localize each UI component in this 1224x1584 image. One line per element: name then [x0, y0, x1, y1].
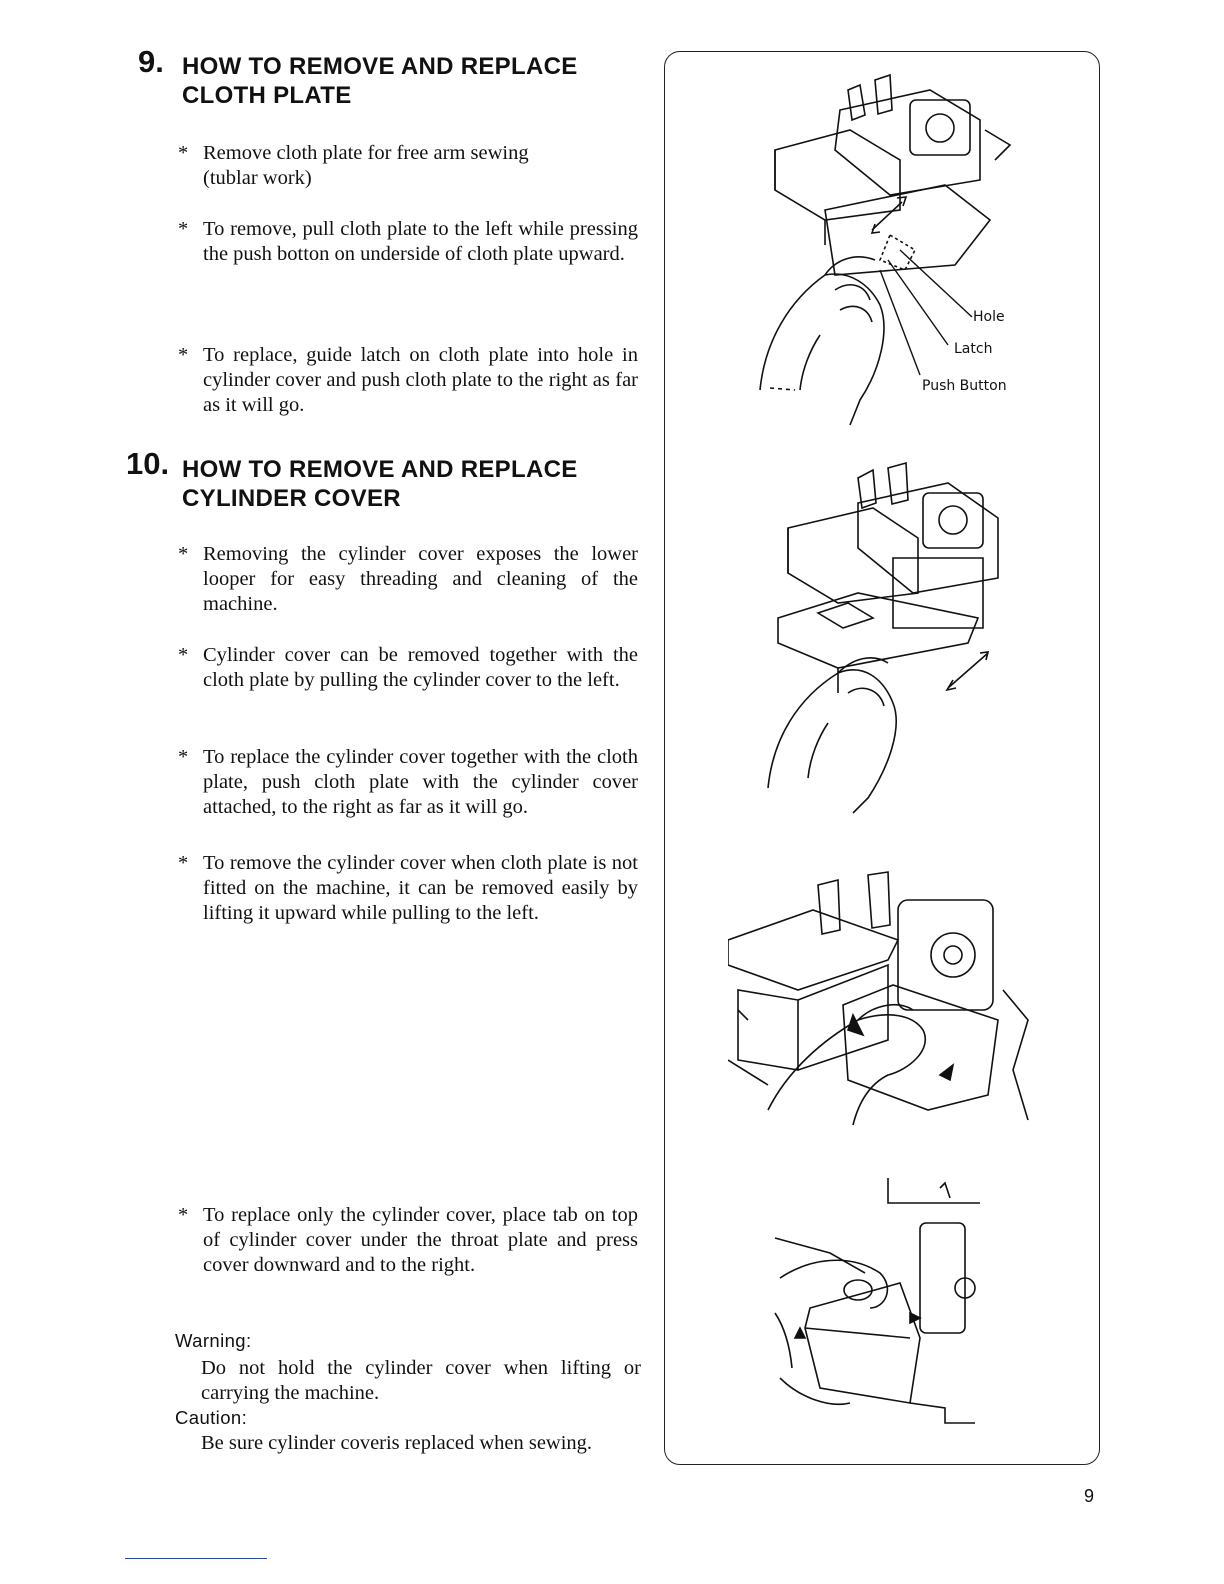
cylinder-cover-removal-illustration [748, 458, 1038, 818]
callout-latch: Latch [954, 341, 993, 357]
bullet-text: To replace only the cylinder cover, place tab on top of cylinder cover under the throat plate and press cover downward and to the right. [203, 1204, 638, 1276]
section-10-title-line2: CYLINDER COVER [182, 485, 401, 512]
section-9-bullet [178, 217, 638, 267]
section-9-title-line2: CLOTH PLATE [182, 82, 352, 109]
section-10-bullet [178, 745, 638, 820]
page-number: 9 [1084, 1486, 1095, 1506]
bullet-text: To remove the cylinder cover when cloth plate is not fitted on the machine, it can be removed easily by lifting it upward while pulling to the left. [203, 852, 638, 924]
bullet-star: * [178, 644, 189, 666]
caution-text: Be sure cylinder coveris replaced when sewing. [201, 1432, 593, 1454]
bullet-star: * [178, 142, 189, 164]
bullet-star: * [178, 218, 189, 240]
callout-push-button: Push Button [922, 378, 1007, 394]
warning-text: Do not hold the cylinder cover when lifting or carrying the machine. [201, 1357, 641, 1404]
cylinder-cover-lift-illustration [728, 870, 1038, 1140]
section-10-bullet [178, 643, 638, 693]
section-9-title [182, 52, 578, 110]
bullet-star: * [178, 543, 189, 565]
bullet-star: * [178, 746, 189, 768]
section-10-title-line1: HOW TO REMOVE AND REPLACE [182, 456, 578, 483]
bullet-text: Removing the cylinder cover exposes the lower looper for easy threading and cleaning of the machine. [203, 543, 638, 615]
section-9-bullet [178, 141, 558, 191]
section-9-bullet [178, 343, 638, 418]
section-10-title [182, 455, 578, 513]
bullet-text: To replace, guide latch on cloth plate into hole in cylinder cover and push cloth plate to the right as far as it will go. [203, 344, 638, 416]
bullet-star: * [178, 852, 189, 874]
bullet-star: * [178, 344, 189, 366]
cylinder-cover-replace-illustration [770, 1178, 990, 1428]
caution-label: Caution: [175, 1407, 248, 1428]
section-10-bullet [178, 1203, 638, 1278]
section-9-number: 9. [138, 44, 164, 79]
section-10-number: 10. [126, 446, 170, 481]
section-10-bullet [178, 542, 638, 617]
section-10-bullet [178, 851, 638, 926]
bullet-text: To replace the cylinder cover together with the cloth plate, push cloth plate with the cylinder cover attached, to the right as far as it will go. [203, 746, 638, 818]
warning-label: Warning: [175, 1330, 252, 1351]
footer-rule [125, 1558, 267, 1559]
bullet-text: To remove, pull cloth plate to the left while pressing the push botton on underside of cloth plate upward. [203, 218, 638, 265]
bullet-text: Remove cloth plate for free arm sewing (tublar work) [203, 142, 529, 189]
cloth-plate-removal-illustration [740, 70, 1030, 430]
section-9-title-line1: HOW TO REMOVE AND REPLACE [182, 53, 578, 80]
bullet-text: Cylinder cover can be removed together with the cloth plate by pulling the cylinder cover to the left. [203, 644, 638, 691]
bullet-star: * [178, 1204, 189, 1226]
callout-hole: Hole [973, 309, 1005, 325]
